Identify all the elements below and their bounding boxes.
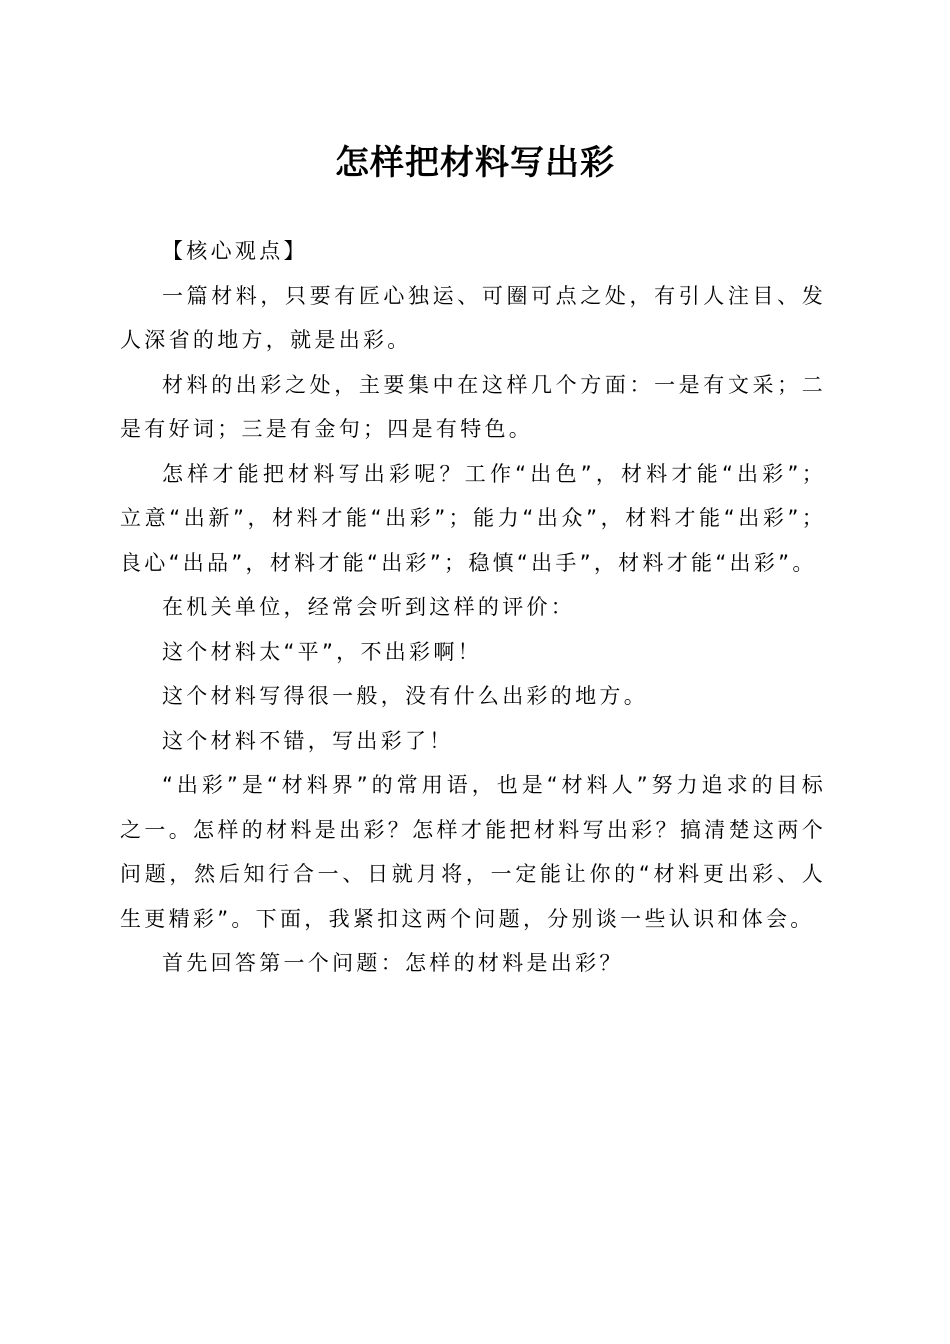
paragraph: 材料的出彩之处，主要集中在这样几个方面：一是有文采；二是有好词；三是有金句；四是有特色。 xyxy=(120,372,826,441)
paragraph: 在机关单位，经常会听到这样的评价： xyxy=(162,595,576,619)
document-title: 怎样把材料写出彩 xyxy=(335,143,615,183)
paragraph: 一篇材料，只要有匠心独运、可圈可点之处，有引人注目、发人深省的地方，就是出彩。 xyxy=(120,283,826,352)
paragraph: 这个材料不错，写出彩了！ xyxy=(162,728,454,753)
paragraph: 首先回答第一个问题：怎样的材料是出彩？ xyxy=(162,951,624,975)
paragraph: 这个材料写得很一般，没有什么出彩的地方。 xyxy=(162,684,648,708)
paragraph: 怎样才能把材料写出彩呢？工作“出色”，材料才能“出彩”；立意“出新”，材料才能“出彩”；能力“出众”，材料才能“出彩”；良心“出品”，材料才能“出彩”；稳慎“出手”，材料才能“出彩”。 xyxy=(120,461,826,575)
document-body xyxy=(120,229,826,986)
paragraph: 这个材料太“平”，不出彩啊！ xyxy=(162,639,482,664)
paragraph-core-heading: 【核心观点】 xyxy=(162,239,308,263)
paragraph: “出彩”是“材料界”的常用语，也是“材料人”努力追求的目标之一。怎样的材料是出彩？怎样才能把材料写出彩？搞清楚这两个问题，然后知行合一、日就月将，一定能让你的“材料更出彩、人生更精彩”。下面，我紧扣这两个问题，分别谈一些认识和体会。 xyxy=(120,773,826,931)
